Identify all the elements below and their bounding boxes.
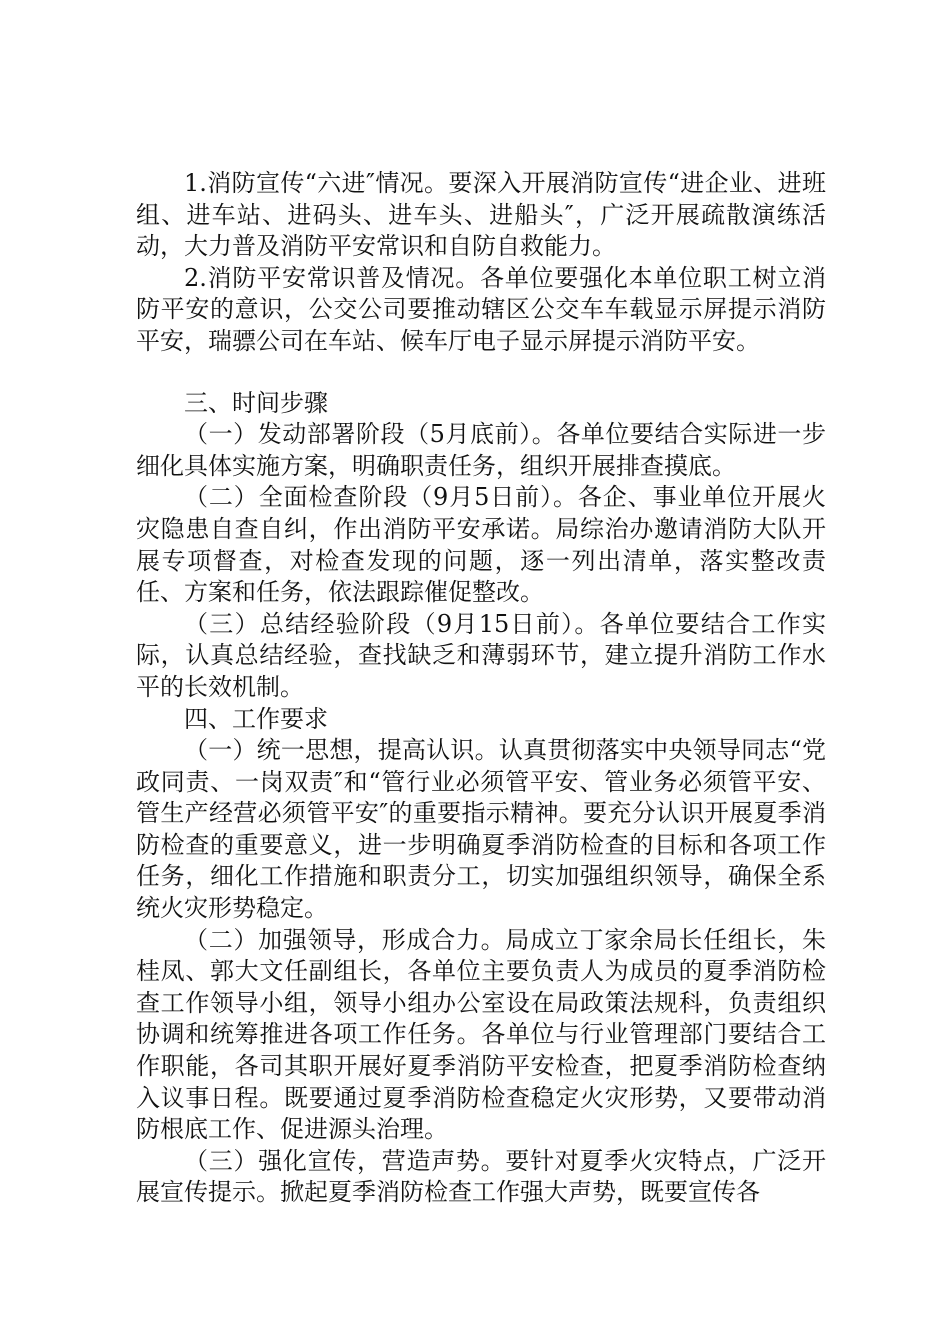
- paragraph-fire-publicity-six-entries: 1.消防宣传“六进″情况。要深入开展消防宣传“进企业、进班组、进车站、进码头、进车头、进船头″，广泛开展疏散演练活动，大力普及消防平安常识和自防自救能力。: [136, 169, 826, 261]
- paragraph-stage-mobilization: （一）发动部署阶段（5月底前）。各单位要结合实际进一步细化具体实施方案，明确职责任务，组织开展排查摸底。: [136, 420, 826, 480]
- document-page: [136, 168, 826, 1209]
- paragraph-strengthen-leadership: （二）加强领导，形成合力。局成立丁家余局长任组长，朱桂凤、郭大文任副组长，各单位主要负责人为成员的夏季消防检查工作领导小组，领导小组办公室设在局政策法规科，负责组织协调和统筹推进各项工作任务。各单位与行业管理部门要结合工作职能，各司其职开展好夏季消防平安检查，把夏季消防检查纳入议事日程。既要通过夏季消防检查稳定火灾形势，又要带动消防根底工作、促进源头治理。: [136, 925, 826, 1144]
- section-heading-requirements: 四、工作要求: [184, 704, 328, 733]
- paragraph-fire-safety-knowledge: 2.消防平安常识普及情况。各单位要强化本单位职工树立消防平安的意识，公交公司要推动辖区公交车车载显示屏提示消防平安，瑞骠公司在车站、候车厅电子显示屏提示消防平安。: [136, 263, 826, 355]
- paragraph-stage-summary: （三）总结经验阶段（9月15日前）。各单位要结合工作实际，认真总结经验，查找缺乏和薄弱环节，建立提升消防工作水平的长效机制。: [136, 609, 826, 701]
- paragraph-strengthen-publicity: （三）强化宣传，营造声势。要针对夏季火灾特点，广泛开展宣传提示。掀起夏季消防检查工作强大声势，既要宣传各: [136, 1146, 826, 1207]
- section-heading-schedule: 三、时间步骤: [184, 388, 328, 417]
- paragraph-unify-thinking: （一）统一思想，提高认识。认真贯彻落实中央领导同志“党政同责、一岗双责″和“管行业必须管平安、管业务必须管平安、管生产经营必须管平安″的重要指示精神。要充分认识开展夏季消防检查的重要意义，进一步明确夏季消防检查的目标和各项工作任务，细化工作措施和职责分工，切实加强组织领导，确保全系统火灾形势稳定。: [136, 736, 826, 923]
- paragraph-stage-inspection: （二）全面检查阶段（9月5日前）。各企、事业单位开展火灾隐患自查自纠，作出消防平安承诺。局综治办邀请消防大队开展专项督查，对检查发现的问题，逐一列出清单，落实整改责任、方案和任务，依法跟踪催促整改。: [136, 483, 826, 607]
